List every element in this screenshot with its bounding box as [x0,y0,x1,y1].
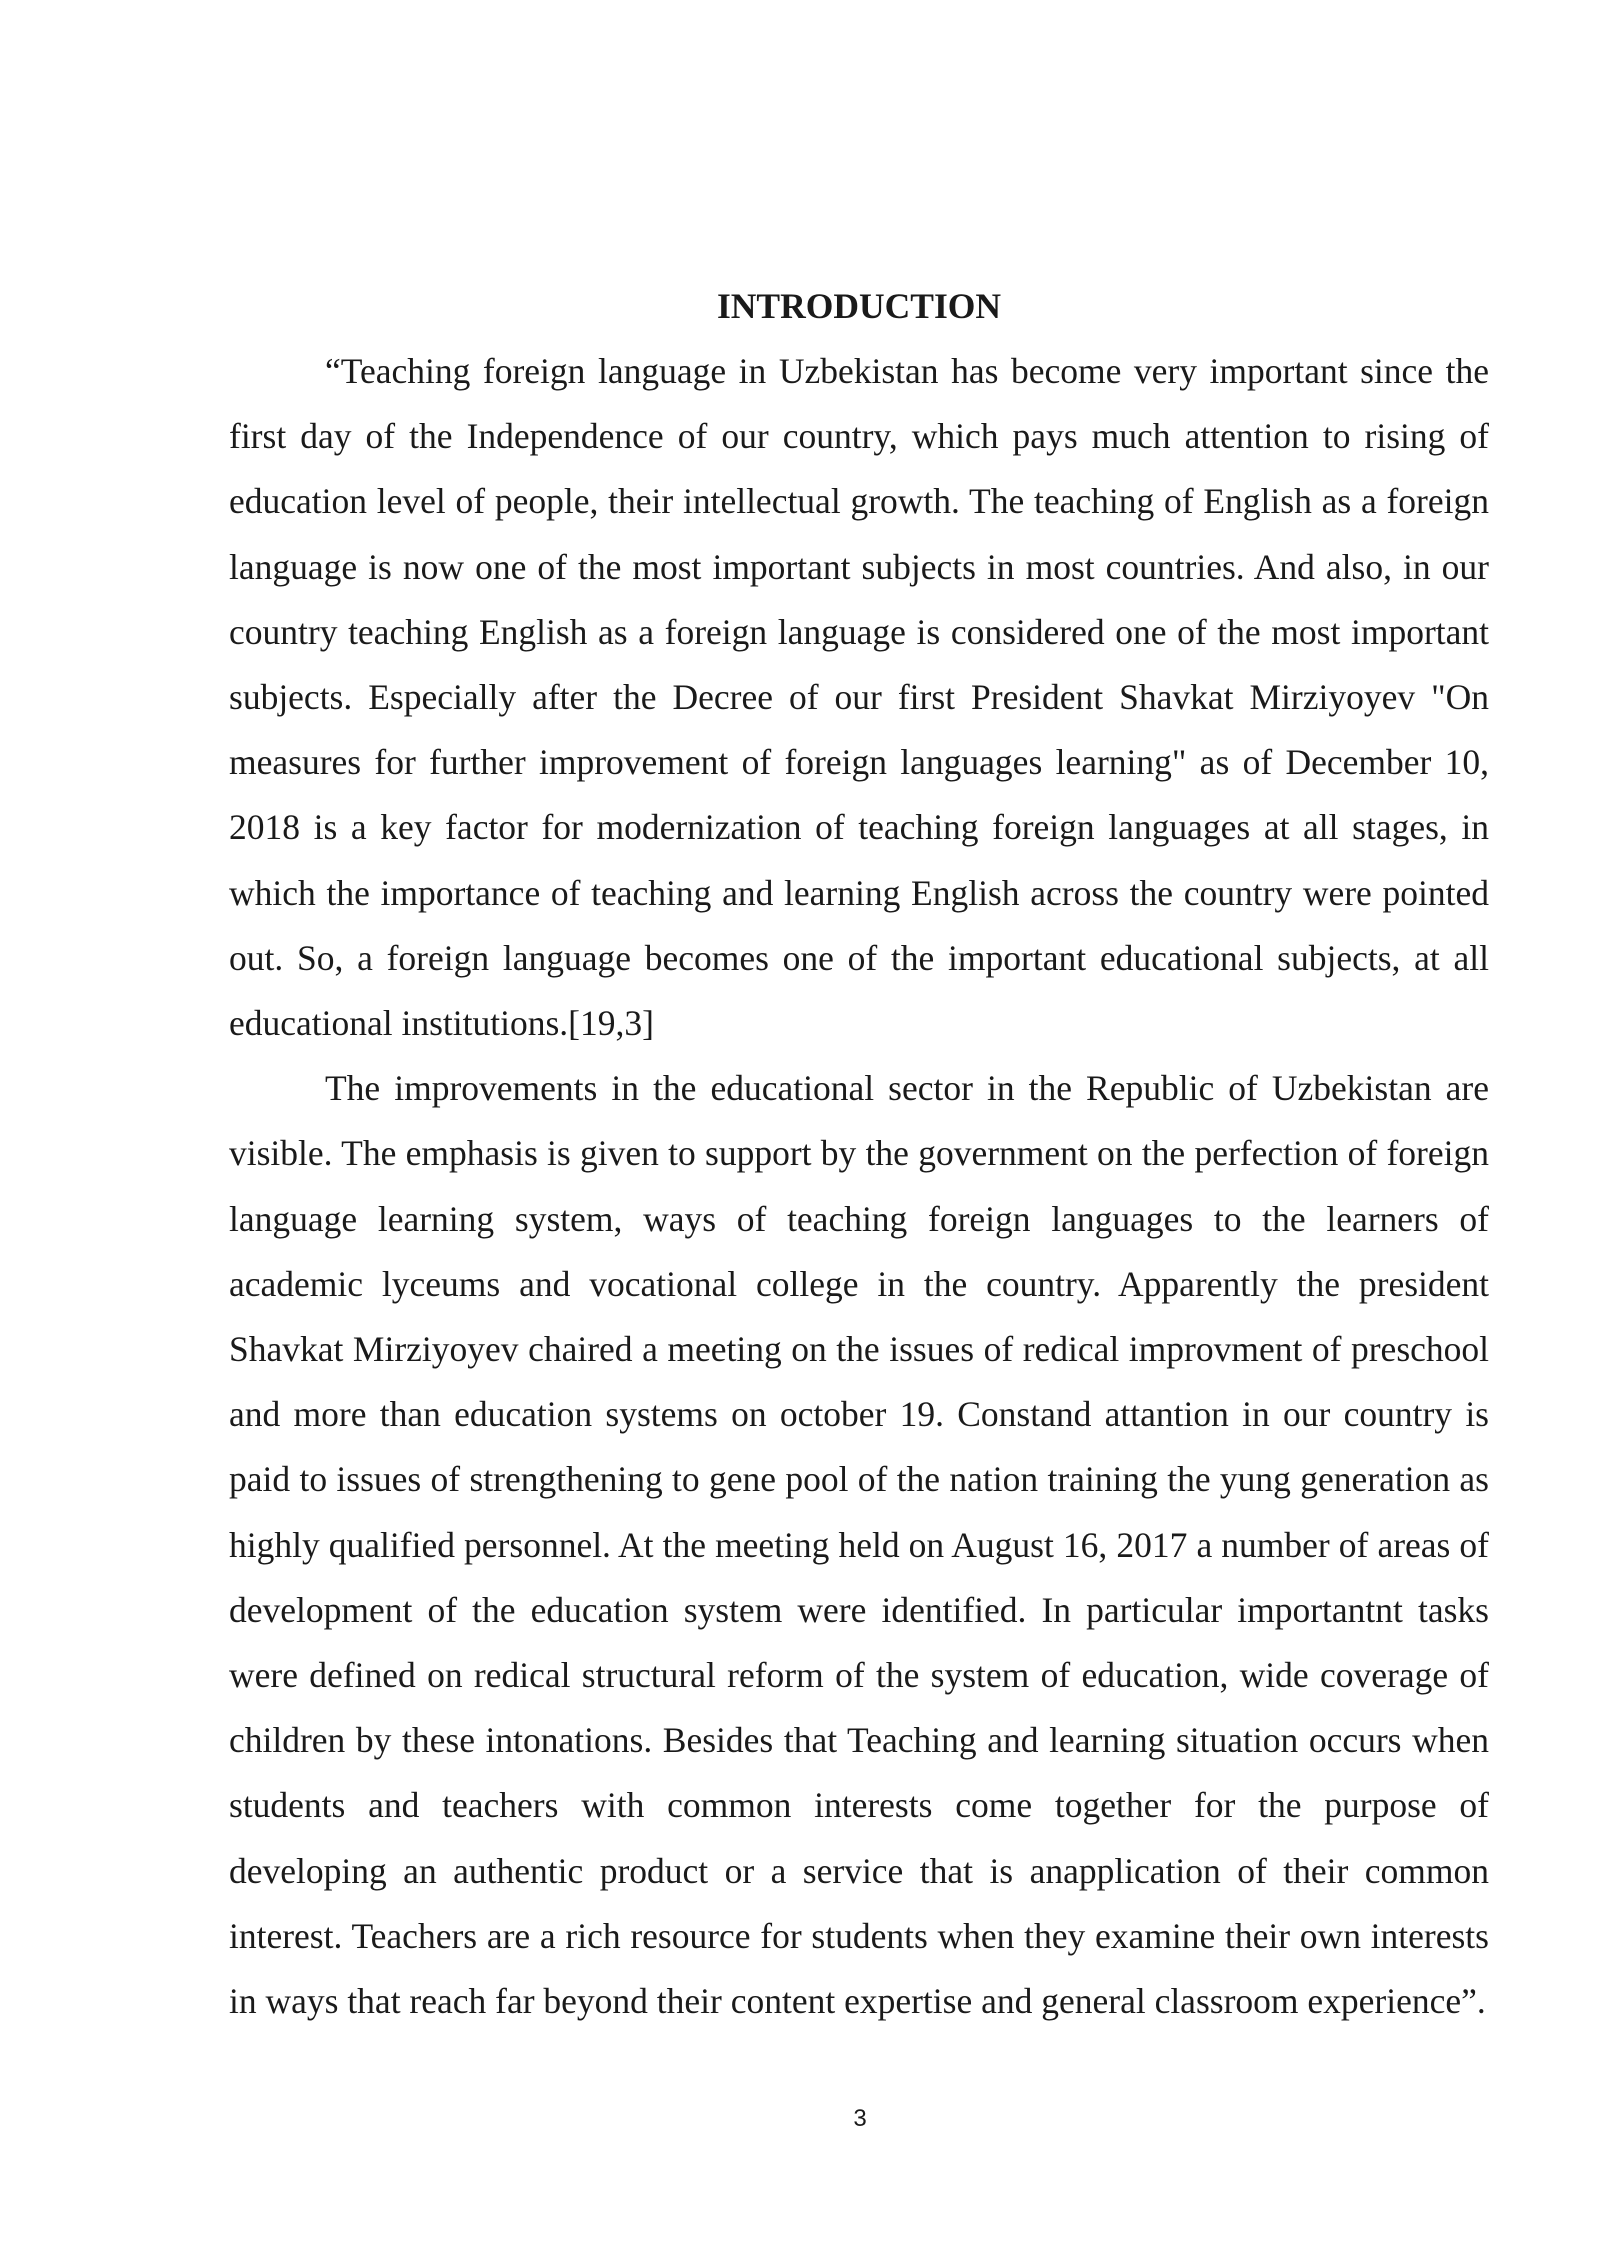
paragraph-1: “Teaching foreign language in Uzbekistan has become very important since the first day of the Independence of our country, which pays much attention to rising of education level of people, their intellectual growth. The teaching of English as a foreign language is now one of the most important subjects in most countries. And also, in our country teaching English as a foreign language is considered one of the most important subjects. Especially after the Decree of our first President Shavkat Mirziyoyev "On measures for further improvement of foreign languages learning" as of December 10, 2018 is a key factor for modernization of teaching foreign languages at all stages, in which the importance of teaching and learning English across the country were pointed out. So, a foreign language becomes one of the important educational subjects, at all educational institutions.[19,3] [229,351,1489,1044]
document-body [229,281,1489,2034]
section-title: INTRODUCTION [716,286,1002,326]
paragraph-2: The improvements in the educational sector in the Republic of Uzbekistan are visible. The emphasis is given to support by the government on the perfection of foreign language learning system, ways of teaching foreign languages to the learners of academic lyceums and vocational college in the country. Apparently the president Shavkat Mirziyoyev chaired a meeting on the issues of redical improvment of preschool and more than education systems on october 19. Constand attantion in our country is paid to issues of strengthening to gene pool of the nation training the yung generation as highly qualified personnel. At the meeting held on August 16, 2017 a number of areas of development of the education system were identified. In particular importantnt tasks were defined on redical structural reform of the system of education, wide coverage of children by these intonations. Besides that Teaching and learning situation occurs when students and teachers with common interests come together for the purpose of developing an authentic product or a service that is anapplication of their common interest. Teachers are a rich resource for students when they examine their own interests in ways that reach far beyond their content expertise and general classroom experience”. [229,1068,1489,2022]
page-number: 3 [853,2105,867,2132]
